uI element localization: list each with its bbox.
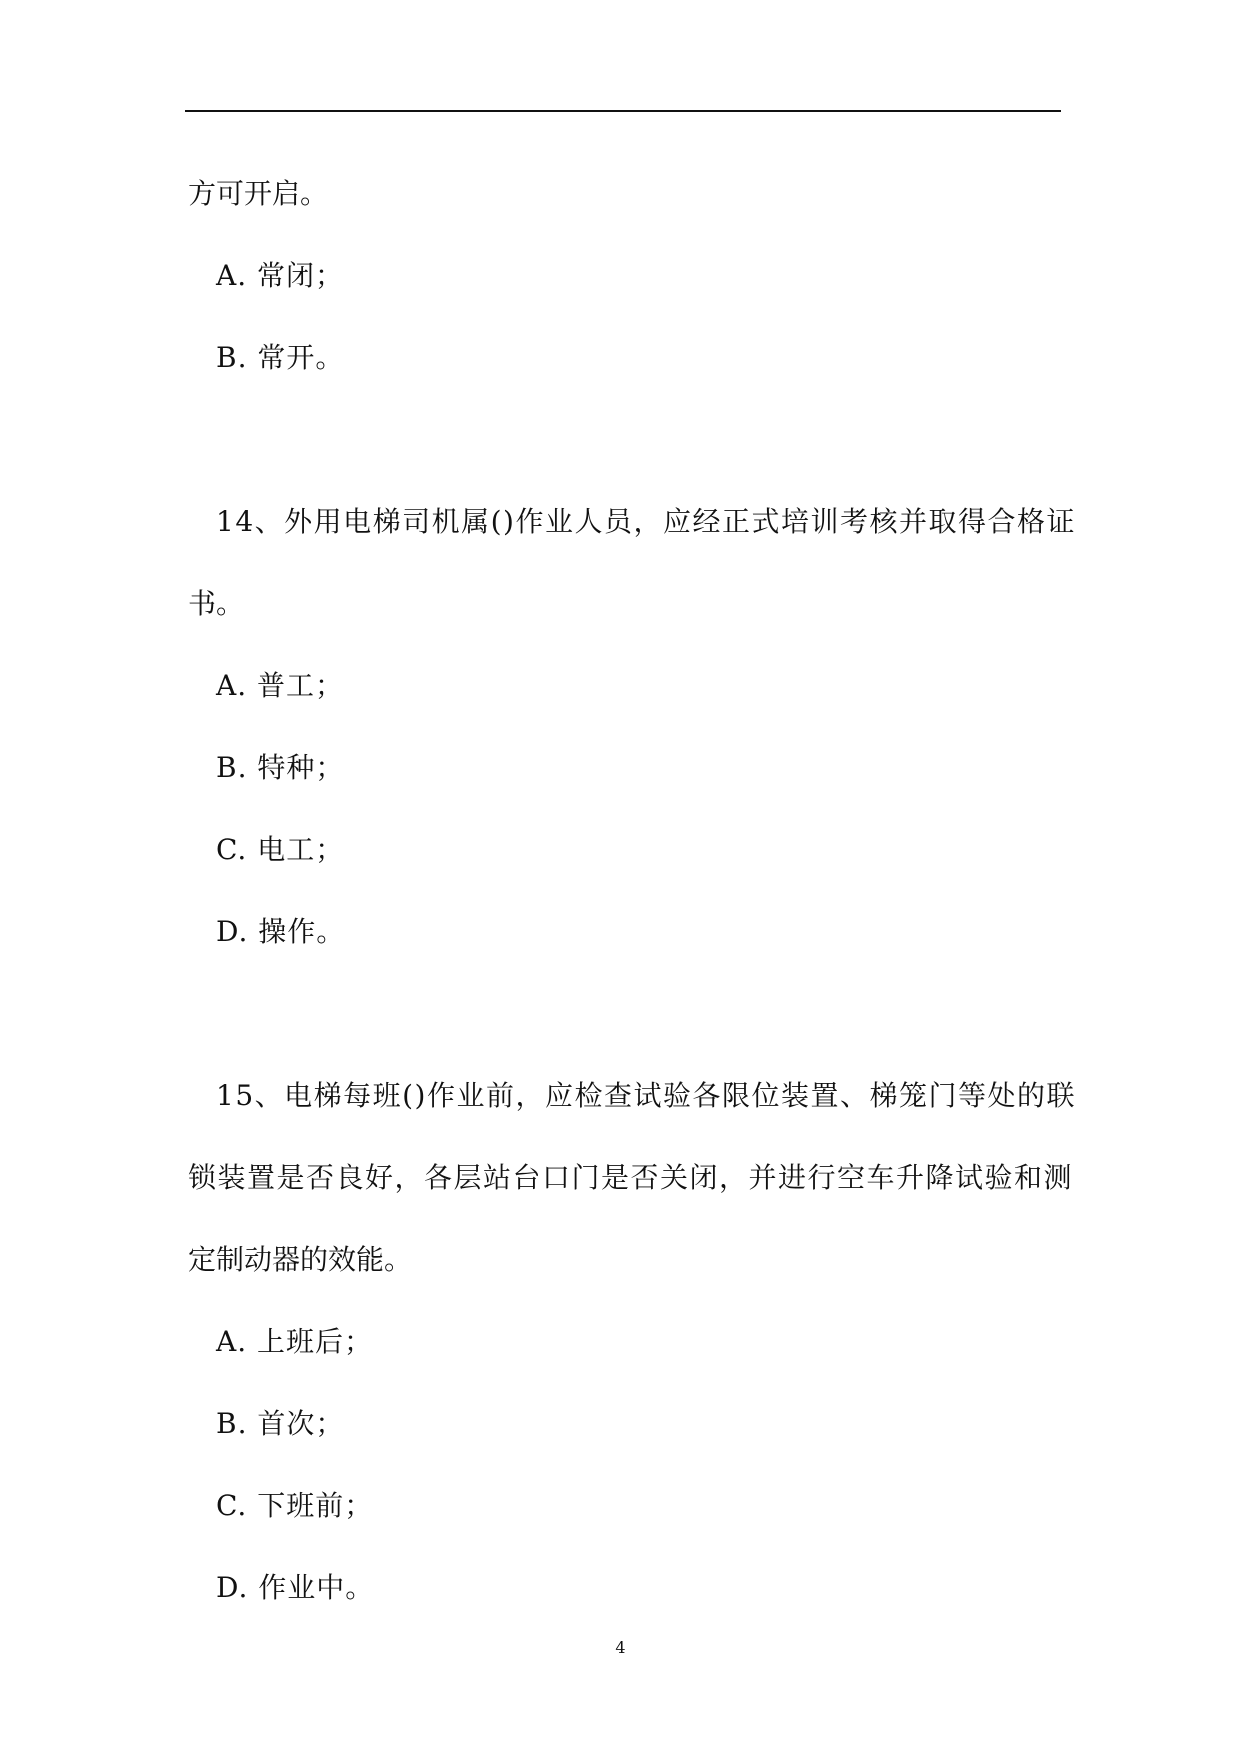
question-14-option-c: C. 电工； — [216, 833, 345, 866]
prev-option-b: B. 常开。 — [216, 341, 345, 374]
question-15-option-c: C. 下班前； — [216, 1489, 374, 1522]
continuation-text: 方可开启。 — [188, 177, 329, 210]
question-14-option-b: B. 特种； — [216, 751, 345, 784]
question-15-option-a: A. 上班后； — [216, 1325, 374, 1358]
question-14-option-a: A. 普工； — [216, 669, 345, 702]
question-14-line-1: 14、外用电梯司机属()作业人员，应经正式培训考核并取得合格证 — [216, 505, 1076, 538]
question-15-line-1: 15、电梯每班()作业前，应检查试验各限位装置、梯笼门等处的联 — [216, 1079, 1076, 1112]
page-number: 4 — [615, 1638, 626, 1657]
question-15-line-2: 锁装置是否良好，各层站台口门是否关闭，并进行空车升降试验和测 — [188, 1161, 1074, 1194]
question-14-line-2: 书。 — [188, 587, 245, 620]
question-15-option-b: B. 首次； — [216, 1407, 345, 1440]
question-14-option-d: D. 操作。 — [216, 915, 346, 948]
question-15-option-d: D. 作业中。 — [216, 1571, 375, 1604]
prev-option-a: A. 常闭； — [216, 259, 345, 292]
header-rule — [185, 110, 1061, 112]
question-15-line-3: 定制动器的效能。 — [188, 1243, 413, 1276]
